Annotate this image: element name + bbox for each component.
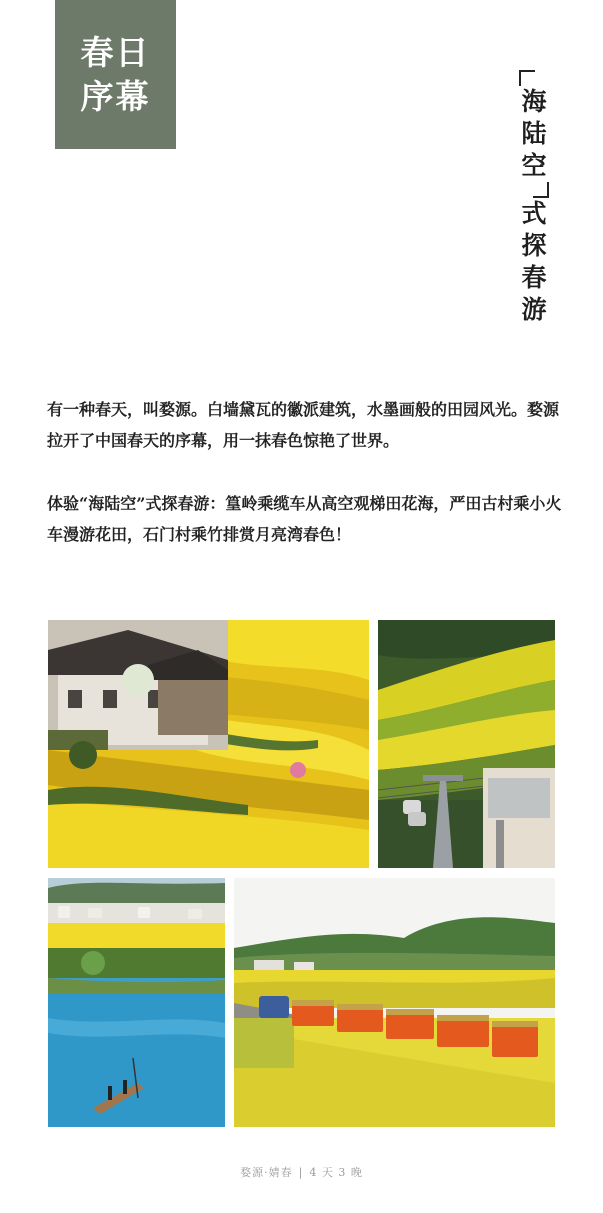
title-line-2: 序幕 [80,76,151,116]
experience-paragraph: 体验“海陆空”式探春游：篁岭乘缆车从高空观梯田花海，严田古村乘小火车漫游花田，石门村乘竹排赏月亮湾春色！ [47,494,562,544]
vertical-title-char: 海 [521,87,547,116]
corner-bracket-close-icon [517,182,551,198]
photo-village-rapeseed [48,620,369,868]
vertical-title [517,70,551,326]
vertical-title-char: 式 [521,199,547,228]
vertical-title-char: 春 [521,263,547,292]
vertical-title-char: 游 [521,295,547,324]
vertical-title-char: 探 [521,231,547,260]
photo-bamboo-raft-lake [48,878,225,1127]
photo-little-train-rapeseed [234,878,555,1127]
title-box [55,0,176,149]
intro-paragraph: 有一种春天，叫婺源。白墙黛瓦的徽派建筑，水墨画般的田园风光。婺源拉开了中国春天的序幕，用一抹春色惊艳了世界。 [47,400,560,450]
vertical-title-char: 陆 [521,119,547,148]
footer-left: 婺源·婧春 [240,1166,293,1179]
vertical-title-char: 空 [521,151,547,180]
photo-cable-car-terraces [378,620,555,868]
title-line-1: 春日 [80,32,151,72]
footer-right: 4 天 3 晚 [309,1166,363,1179]
footer-separator: | [298,1166,304,1179]
corner-bracket-open-icon [517,70,551,86]
footer [0,1164,603,1180]
